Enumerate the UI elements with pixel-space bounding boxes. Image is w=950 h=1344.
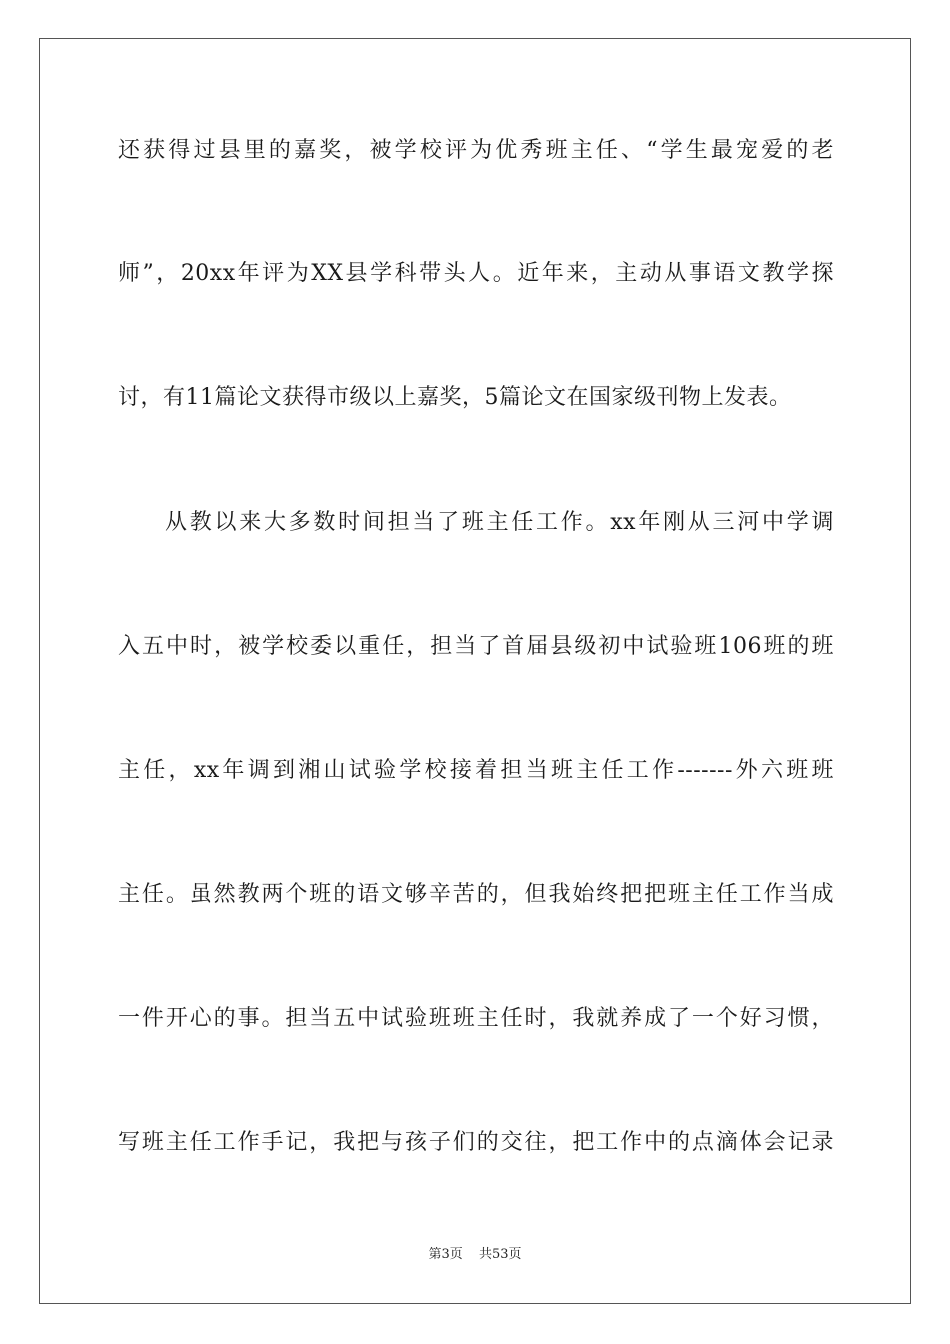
page-number: 第3页 (428, 1247, 463, 1262)
page-border (39, 38, 911, 1304)
text-line-7: 主任。虽然教两个班的语文够辛苦的，但我始终把把班主任工作当成 (118, 882, 834, 907)
text-line-6: 主任，xx年调到湘山试验学校接着担当班主任工作-------外六班班 (118, 758, 834, 783)
text-line-1: 还获得过县里的嘉奖，被学校评为优秀班主任、“学生最宠爱的老 (118, 138, 834, 163)
text-line-9: 写班主任工作手记，我把与孩子们的交往，把工作中的点滴体会记录 (118, 1130, 834, 1155)
text-line-5: 入五中时，被学校委以重任，担当了首届县级初中试验班106班的班 (118, 634, 834, 659)
text-line-3: 讨，有11篇论文获得市级以上嘉奖，5篇论文在国家级刊物上发表。 (118, 385, 792, 410)
page-total: 共53页 (478, 1247, 522, 1262)
text-line-2: 师”，20xx年评为XX县学科带头人。近年来，主动从事语文教学探 (118, 261, 834, 286)
text-line-8: 一件开心的事。担当五中试验班班主任时，我就养成了一个好习惯， (118, 1006, 834, 1031)
text-line-4: 从教以来大多数时间担当了班主任工作。xx年刚从三河中学调 (165, 510, 834, 535)
page-footer (0, 1246, 950, 1264)
